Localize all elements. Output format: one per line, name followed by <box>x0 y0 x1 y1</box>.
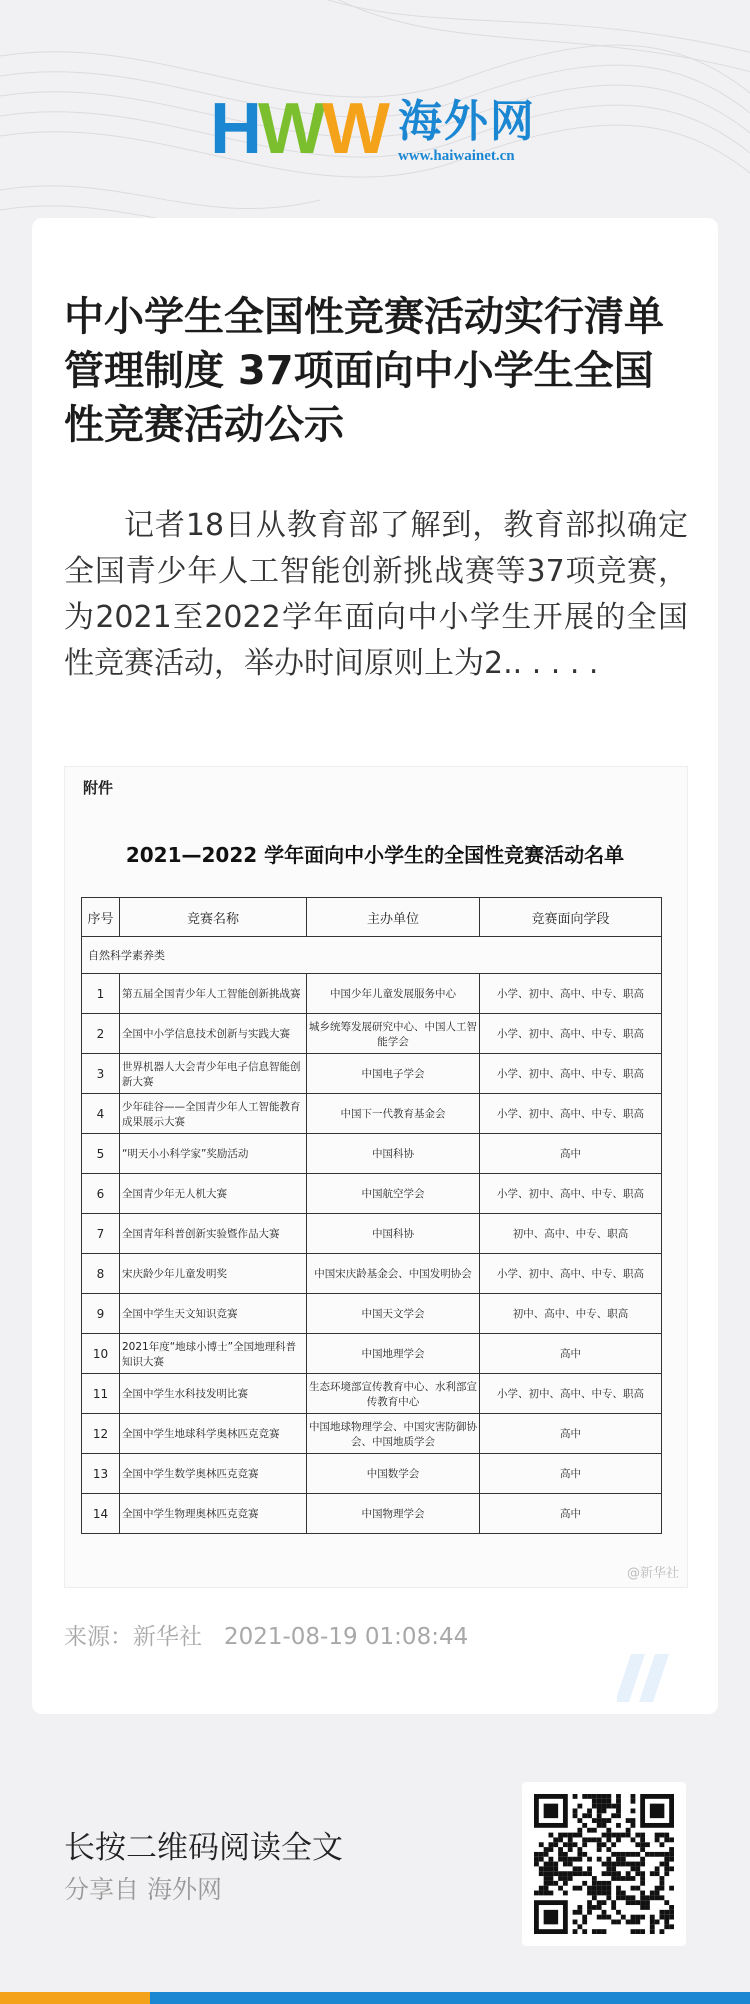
table-header-row <box>82 898 662 937</box>
table-row <box>82 1454 662 1494</box>
row-name: 2021年度“地球小博士”全国地理科普知识大赛 <box>120 1334 307 1374</box>
table-row <box>82 1174 662 1214</box>
table-row <box>82 1014 662 1054</box>
row-organizer: 生态环境部宣传教育中心、水利部宣传教育中心 <box>307 1374 480 1414</box>
row-stage: 小学、初中、高中、中专、职高 <box>480 1094 662 1134</box>
row-name: 全国中学生物理奥林匹克竞赛 <box>120 1494 307 1534</box>
qr-call-to-action: 长按二维码阅读全文 <box>64 1830 343 1866</box>
attachment-label: 附件 <box>83 779 114 797</box>
article-source <box>64 1618 468 1651</box>
table-row <box>82 1334 662 1374</box>
header-name: 竞赛名称 <box>120 898 307 937</box>
logo-letter-h: H <box>210 89 258 169</box>
footer-share-area <box>0 1742 750 2004</box>
table-row <box>82 1494 662 1534</box>
site-logo[interactable] <box>210 89 536 169</box>
row-organizer: 中国宋庆龄基金会、中国发明协会 <box>307 1254 480 1294</box>
row-name: 世界机器人大会青少年电子信息智能创新大赛 <box>120 1054 307 1094</box>
competition-table <box>81 897 662 1534</box>
row-organizer: 中国航空学会 <box>307 1174 480 1214</box>
source-label: 来源：新华社 <box>64 1624 202 1650</box>
document-image <box>64 766 688 1588</box>
header-org: 主办单位 <box>307 898 480 937</box>
row-stage: 高中 <box>480 1454 662 1494</box>
row-stage: 高中 <box>480 1334 662 1374</box>
table-row <box>82 1374 662 1414</box>
row-name: 第五届全国青少年人工智能创新挑战赛 <box>120 974 307 1014</box>
watermark: @新华社 <box>626 1566 679 1581</box>
row-organizer: 中国电子学会 <box>307 1054 480 1094</box>
bar-segment-blue <box>150 1992 750 2004</box>
table-body <box>82 937 662 1534</box>
row-stage: 小学、初中、高中、中专、职高 <box>480 1374 662 1414</box>
row-organizer: 城乡统筹发展研究中心、中国人工智能学会 <box>307 1014 480 1054</box>
row-number: 10 <box>82 1334 120 1374</box>
row-stage: 高中 <box>480 1134 662 1174</box>
row-name: 少年硅谷——全国青少年人工智能教育成果展示大赛 <box>120 1094 307 1134</box>
row-number: 8 <box>82 1254 120 1294</box>
qr-code-icon <box>534 1794 674 1934</box>
table-row <box>82 1254 662 1294</box>
row-organizer: 中国科协 <box>307 1214 480 1254</box>
row-stage: 高中 <box>480 1414 662 1454</box>
row-name: 全国中学生地球科学奥林匹克竞赛 <box>120 1414 307 1454</box>
table-row <box>82 974 662 1014</box>
table-row <box>82 1054 662 1094</box>
row-name: 全国青少年无人机大赛 <box>120 1174 307 1214</box>
row-number: 6 <box>82 1174 120 1214</box>
row-organizer: 中国天文学会 <box>307 1294 480 1334</box>
row-stage: 初中、高中、中专、职高 <box>480 1294 662 1334</box>
row-stage: 高中 <box>480 1494 662 1534</box>
category-row <box>82 937 662 974</box>
share-source: 分享自 海外网 <box>64 1875 222 1904</box>
header-no: 序号 <box>82 898 120 937</box>
article-summary: 记者18日从教育部了解到，教育部拟确定全国青少年人工智能创新挑战赛等37项竞赛，为2021至2022学年面向中小学生开展的全国性竞赛活动，举办时间原则上为2.. . . . . <box>64 508 688 681</box>
row-name: “明天小小科学家”奖励活动 <box>120 1134 307 1174</box>
row-number: 7 <box>82 1214 120 1254</box>
publish-datetime: 2021-08-19 01:08:44 <box>223 1624 469 1650</box>
row-number: 13 <box>82 1454 120 1494</box>
row-number: 11 <box>82 1374 120 1414</box>
table-row <box>82 1414 662 1454</box>
table-row <box>82 1134 662 1174</box>
footer-color-bar <box>0 1992 750 2004</box>
row-organizer: 中国科协 <box>307 1134 480 1174</box>
row-name: 宋庆龄少年儿童发明奖 <box>120 1254 307 1294</box>
row-organizer: 中国地球物理学会、中国灾害防御协会、中国地质学会 <box>307 1414 480 1454</box>
row-number: 2 <box>82 1014 120 1054</box>
row-name: 全国中学生数学奥林匹克竞赛 <box>120 1454 307 1494</box>
row-number: 12 <box>82 1414 120 1454</box>
table-row <box>82 1294 662 1334</box>
header-stage: 竞赛面向学段 <box>480 898 662 937</box>
row-name: 全国青年科普创新实验暨作品大赛 <box>120 1214 307 1254</box>
row-number: 5 <box>82 1134 120 1174</box>
article-title: 中小学生全国性竞赛活动实行清单管理制度 37项面向中小学生全国性竞赛活动公示 <box>64 294 664 448</box>
logo-name: 海外网 <box>397 96 536 147</box>
row-organizer: 中国物理学会 <box>307 1494 480 1534</box>
row-stage: 小学、初中、高中、中专、职高 <box>480 974 662 1014</box>
table-row <box>82 1214 662 1254</box>
bar-segment-orange <box>0 1992 150 2004</box>
article-card <box>32 218 718 1714</box>
document-title: 2021—2022 学年面向中小学生的全国性竞赛活动名单 <box>125 843 625 867</box>
row-number: 4 <box>82 1094 120 1134</box>
category-label: 自然科学素养类 <box>82 937 662 974</box>
row-name: 全国中小学信息技术创新与实践大赛 <box>120 1014 307 1054</box>
row-stage: 小学、初中、高中、中专、职高 <box>480 1254 662 1294</box>
row-number: 9 <box>82 1294 120 1334</box>
row-name: 全国中学生水科技发明比赛 <box>120 1374 307 1414</box>
row-number: 14 <box>82 1494 120 1534</box>
slash-decoration-icon <box>617 1654 677 1702</box>
row-stage: 小学、初中、高中、中专、职高 <box>480 1174 662 1214</box>
row-organizer: 中国少年儿童发展服务中心 <box>307 974 480 1014</box>
row-number: 3 <box>82 1054 120 1094</box>
logo-mark <box>210 89 386 169</box>
row-organizer: 中国下一代教育基金会 <box>307 1094 480 1134</box>
row-stage: 小学、初中、高中、中专、职高 <box>480 1014 662 1054</box>
logo-letter-w1: W <box>258 89 322 169</box>
row-organizer: 中国地理学会 <box>307 1334 480 1374</box>
logo-letter-w2: W <box>321 89 386 169</box>
row-organizer: 中国数学会 <box>307 1454 480 1494</box>
row-stage: 小学、初中、高中、中专、职高 <box>480 1054 662 1094</box>
row-number: 1 <box>82 974 120 1014</box>
logo-url: www.haiwainet.cn <box>397 148 515 164</box>
row-name: 全国中学生天文知识竞赛 <box>120 1294 307 1334</box>
qr-code[interactable] <box>522 1782 686 1946</box>
row-stage: 初中、高中、中专、职高 <box>480 1214 662 1254</box>
table-row <box>82 1094 662 1134</box>
